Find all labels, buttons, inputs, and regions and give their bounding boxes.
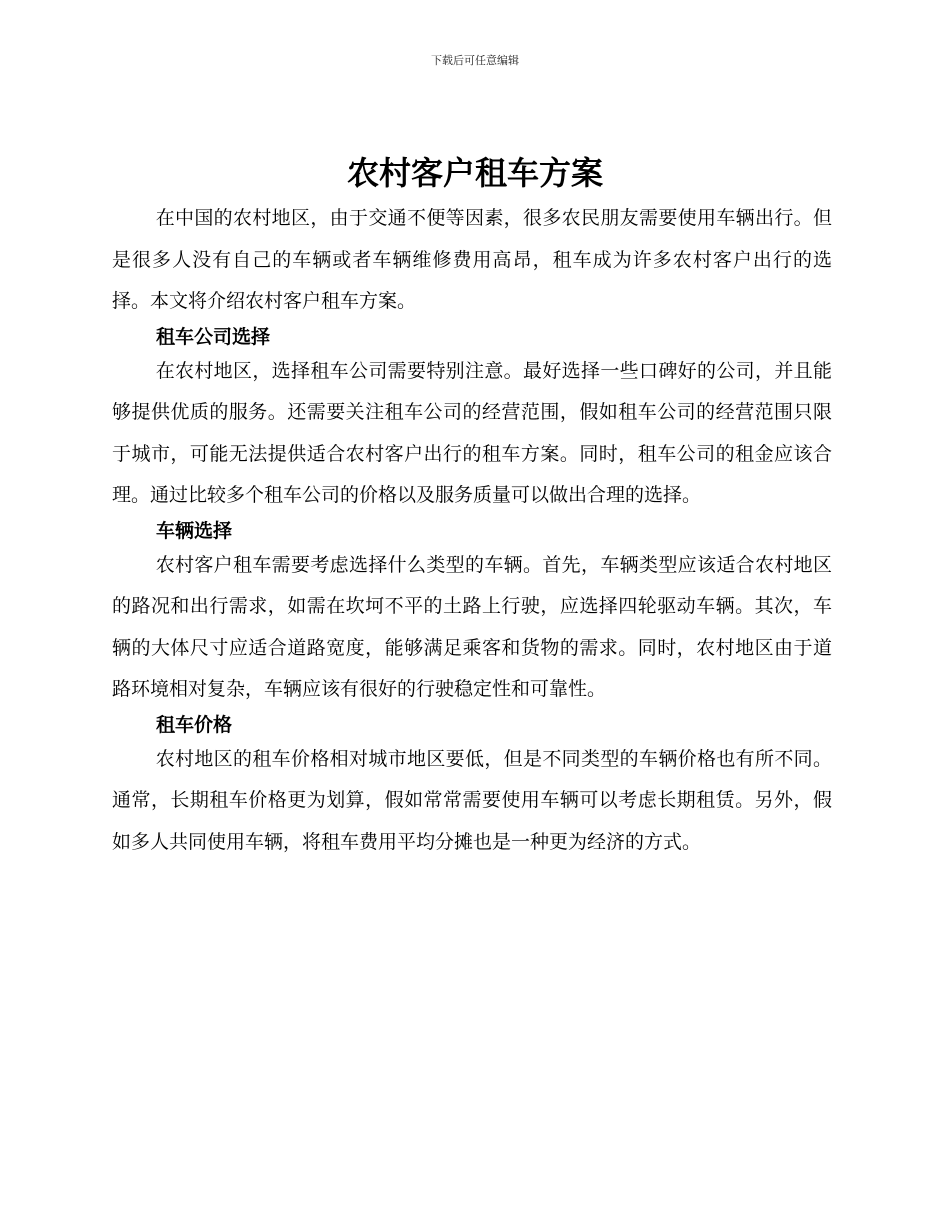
- section-heading-price: 租车价格: [156, 713, 233, 736]
- section-heading-rental-company: 租车公司选择: [156, 325, 271, 348]
- intro-paragraph: 在中国的农村地区，由于交通不便等因素，很多农民朋友需要使用车辆出行。但是很多人没有自己的车辆或者车辆维修费用高昂，租车成为许多农村客户出行的选择。本文将介绍农村客户租车方案。: [112, 207, 832, 312]
- section-heading-vehicle: 车辆选择: [156, 519, 233, 542]
- document-title: 农村客户租车方案: [346, 154, 603, 192]
- section-body-rental-company: 在农村地区，选择租车公司需要特别注意。最好选择一些口碑好的公司，并且能够提供优质的服务。还需要关注租车公司的经营范围，假如租车公司的经营范围只限于城市，可能无法提供适合农村客户出行的租车方案。同时，租车公司的租金应该合理。通过比较多个租车公司的价格以及服务质量可以做出合理的选择。: [112, 359, 832, 506]
- header-note: 下载后可任意编辑: [431, 54, 519, 67]
- document-body: [112, 198, 832, 863]
- section-body-price: 农村地区的租车价格相对城市地区要低，但是不同类型的车辆价格也有所不同。通常，长期租车价格更为划算，假如常常需要使用车辆可以考虑长期租赁。另外，假如多人共同使用车辆，将租车费用平均分摊也是一种更为经济的方式。: [112, 747, 832, 853]
- section-body-vehicle: 农村客户租车需要考虑选择什么类型的车辆。首先，车辆类型应该适合农村地区的路况和出行需求，如需在坎坷不平的土路上行驶，应选择四轮驱动车辆。其次，车辆的大体尺寸应适合道路宽度，能够满足乘客和货物的需求。同时，农村地区由于道路环境相对复杂，车辆应该有很好的行驶稳定性和可靠性。: [112, 553, 832, 700]
